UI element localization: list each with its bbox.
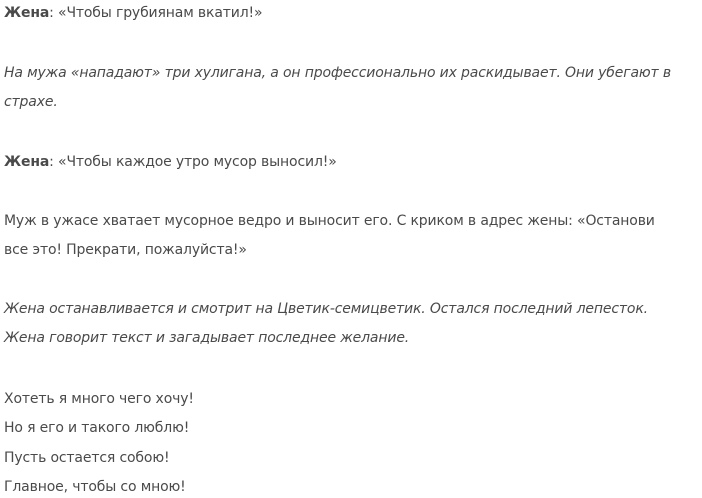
speaker-label: Жена [4,5,50,21]
stage-direction-1-line-1: На мужа «нападают» три хулигана, а он профессионально их раскидывает. Они убегают в [4,65,671,81]
stage-direction-2-line-2: Жена говорит текст и загадывает последнее желание. [4,330,410,346]
poem-line-1: Хотеть я много чего хочу! [4,391,194,407]
poem-line-4: Главное, чтобы со мною! [4,479,186,495]
dialogue-line-2 [4,152,337,172]
poem-line-2: Но я его и такого люблю! [4,420,190,436]
dialogue-text: : «Чтобы грубиянам вкатил!» [49,5,263,21]
narration-line-1: Муж в ужасе хватает мусорное ведро и выносит его. С криком в адрес жены: «Останови [4,213,655,229]
narration-line-2: все это! Прекрати, пожалуйста!» [4,242,247,258]
dialogue-line-1 [4,3,262,23]
speaker-label: Жена [4,154,50,170]
stage-direction-2-line-1: Жена останавливается и смотрит на Цветик-семицветик. Остался последний лепесток. [4,301,648,317]
dialogue-text: : «Чтобы каждое утро мусор выносил!» [49,154,337,170]
poem-line-3: Пусть остается собою! [4,450,170,466]
stage-direction-1-line-2: страхе. [4,94,58,110]
